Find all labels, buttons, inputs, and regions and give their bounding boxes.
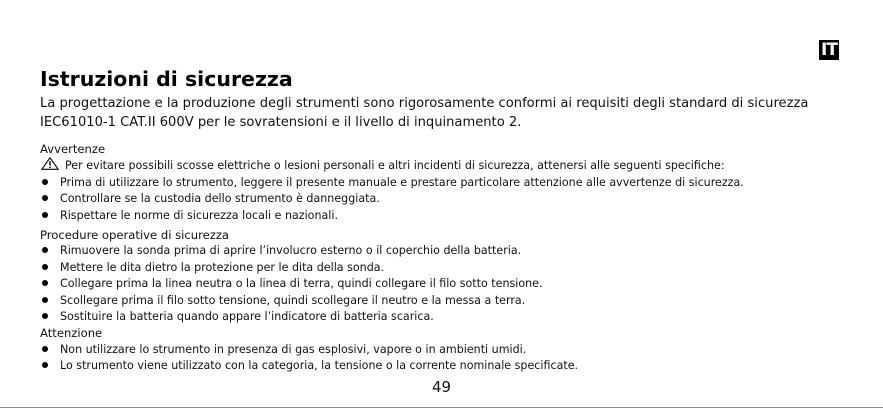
warnings-lead	[40, 157, 870, 174]
warnings-section	[40, 141, 870, 224]
list-item-text: Controllare se la custodia dello strumento è danneggiata.	[60, 192, 380, 206]
warnings-lead-text: Per evitare possibili scosse elettriche o lesioni personali e altri incidenti di sicurezza, attenersi alle seguenti specifiche:	[65, 159, 725, 173]
bullet-icon	[42, 346, 48, 352]
language-badge: IT	[819, 40, 839, 60]
list-item-text: Lo strumento viene utilizzato con la categoria, la tensione o la corrente nominale specificate.	[60, 359, 579, 373]
list-item-text: Prima di utilizzare lo strumento, leggere il presente manuale e prestare particolare attenzione alle avvertenze di sicurezza.	[60, 175, 744, 189]
warning-triangle-icon	[41, 157, 59, 170]
bullet-icon	[42, 212, 48, 218]
list-item	[40, 309, 870, 325]
list-item-text: Non utilizzare lo strumento in presenza di gas esplosivi, vapore o in ambienti umidi.	[60, 342, 527, 356]
bullet-icon	[42, 313, 48, 319]
warnings-heading: Avvertenze	[40, 142, 106, 156]
bullet-icon	[42, 179, 48, 185]
intro-paragraph: La progettazione e la produzione degli strumenti sono rigorosamente conformi ai requisiti degli standard di sicurezza IEC61010-1 CAT.II 600V per le sovratensioni e il livello di inquinamento 2.	[40, 96, 809, 130]
list-item-text: Scollegare prima il filo sotto tensione, quindi scollegare il neutro e la messa a terra.	[60, 293, 526, 307]
list-item-text: Rispettare le norme di sicurezza locali e nazionali.	[60, 208, 338, 222]
list-item	[40, 243, 870, 259]
bullet-icon	[42, 297, 48, 303]
list-item	[40, 191, 870, 207]
attention-heading: Attenzione	[40, 326, 103, 341]
page-title: Istruzioni di sicurezza	[40, 67, 293, 91]
list-item	[40, 358, 870, 374]
list-item	[40, 208, 870, 224]
list-item-text: Mettere le dita dietro la protezione per le dita della sonda.	[60, 260, 385, 274]
bullet-icon	[42, 362, 48, 368]
list-item-text: Sostituire la batteria quando appare l’indicatore di batteria scarica.	[60, 310, 434, 324]
page-number: 49	[431, 378, 452, 396]
procedures-heading: Procedure operative di sicurezza	[40, 228, 230, 242]
list-item	[40, 175, 870, 191]
bullet-icon	[42, 195, 48, 201]
list-item	[40, 342, 870, 358]
list-item	[40, 260, 870, 276]
list-item-text: Collegare prima la linea neutra o la linea di terra, quindi collegare il filo sotto tensione.	[60, 277, 543, 291]
bullet-icon	[42, 264, 48, 270]
list-item	[40, 276, 870, 292]
list-item-text: Rimuovere la sonda prima di aprire l’involucro esterno o il coperchio della batteria.	[60, 244, 522, 258]
bullet-icon	[42, 280, 48, 286]
list-item	[40, 293, 870, 309]
procedures-section	[40, 227, 870, 375]
bullet-icon	[42, 247, 48, 253]
bottom-divider	[0, 407, 883, 408]
